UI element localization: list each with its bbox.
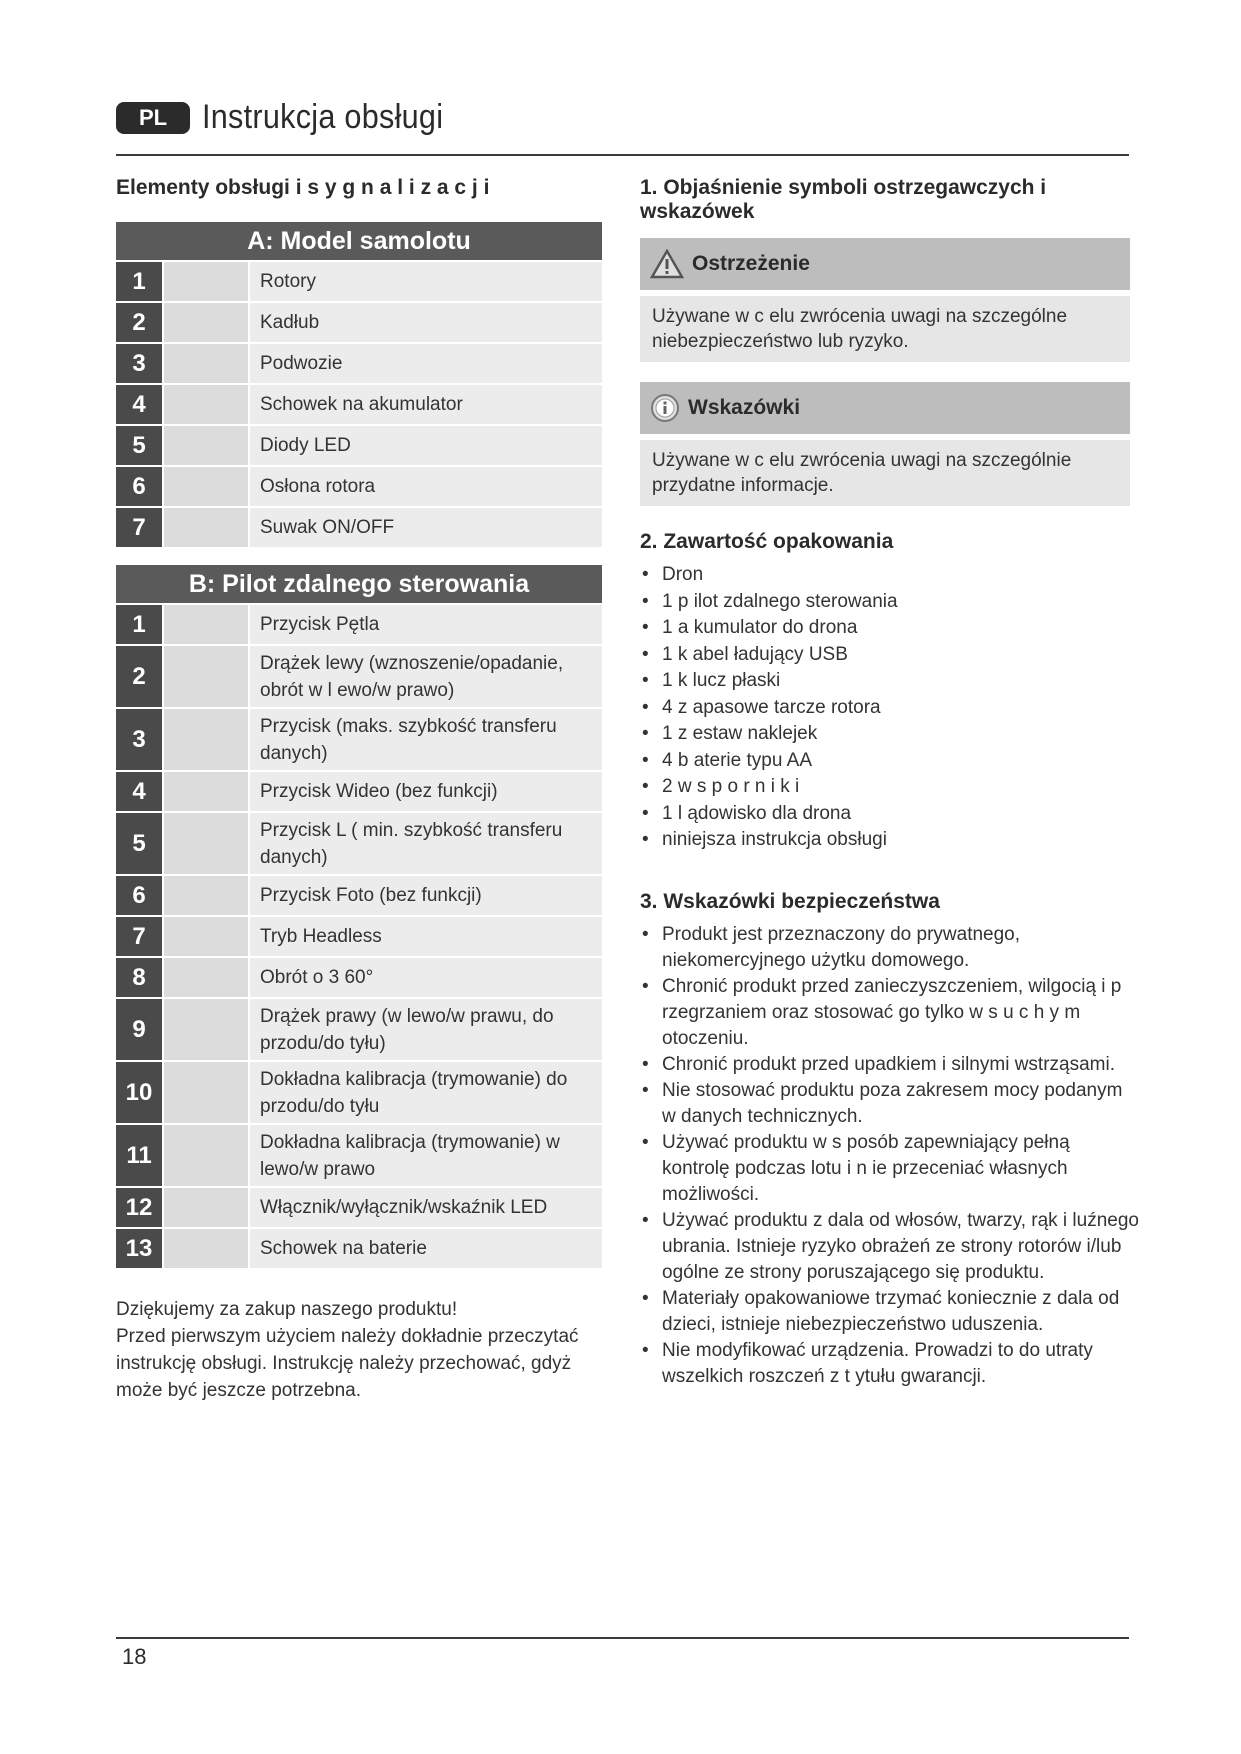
row-number: 13 [116, 1229, 162, 1268]
row-label: Dokładna kalibracja (trymowanie) do przodu/do tyłu [250, 1062, 602, 1123]
row-number: 6 [116, 467, 162, 506]
table-row [116, 1125, 602, 1186]
list-item: • 1 k abel ładujący USB [640, 642, 1140, 669]
table-row [116, 646, 602, 707]
list-item: • 1 l ądowisko dla drona [640, 801, 1140, 828]
document-title: Instrukcja obsługi [202, 98, 444, 136]
table-row [116, 262, 602, 301]
page-header [116, 98, 470, 137]
row-number: 1 [116, 605, 162, 644]
row-label: Osłona rotora [250, 467, 602, 506]
bottom-divider [116, 1637, 1129, 1639]
list-item: • 4 z apasowe tarcze rotora [640, 695, 1140, 722]
row-label: Przycisk (maks. szybkość transferu danych) [250, 709, 602, 770]
list-item: • Materiały opakowaniowe trzymać koniecznie z dala od dzieci, istnieje niebezpieczeństwo uduszenia. [640, 1286, 1140, 1338]
row-number: 7 [116, 508, 162, 547]
read-instructions-text: Przed pierwszym użyciem należy dokładnie przeczytać instrukcję obsługi. Instrukcję należy przechować, gdyż może być jeszcze potrzebna. [116, 1326, 579, 1401]
row-number: 8 [116, 958, 162, 997]
row-label: Schowek na baterie [250, 1229, 602, 1268]
thank-you-line: Dziękujemy za zakup naszego produktu! [116, 1299, 458, 1320]
part-image-cell [164, 303, 248, 342]
safety-list [640, 922, 1140, 1390]
list-item: • 1 z estaw naklejek [640, 721, 1140, 748]
info-icon [650, 393, 680, 423]
table-row [116, 508, 602, 547]
list-item: • Dron [640, 562, 1140, 589]
list-item: • 4 b aterie typu AA [640, 748, 1140, 775]
part-image-cell [164, 426, 248, 465]
right-column [640, 176, 1140, 1390]
row-number: 2 [116, 303, 162, 342]
warning-text: Używane w c elu zwrócenia uwagi na szczególne niebezpieczeństwo lub ryzyko. [640, 296, 1130, 362]
part-image-cell [164, 646, 248, 707]
row-label: Dokładna kalibracja (trymowanie) w lewo/w prawo [250, 1125, 602, 1186]
table-aircraft-model [114, 220, 604, 549]
hint-header [640, 382, 1130, 434]
list-item: • Chronić produkt przed zanieczyszczeniem, wilgocią i p rzegrzaniem oraz stosować go tylko w s u c h y m otoczeniu. [640, 974, 1140, 1052]
list-item: • Nie stosować produktu poza zakresem mocy podanym w danych technicznych. [640, 1078, 1140, 1130]
language-badge: PL [116, 102, 190, 134]
table-row [116, 999, 602, 1060]
row-label: Włącznik/wyłącznik/wskaźnik LED [250, 1188, 602, 1227]
part-image-cell [164, 958, 248, 997]
part-image-cell [164, 813, 248, 874]
symbols-heading: 1. Objaśnienie symboli ostrzegawczych i wskazówek [640, 176, 1047, 223]
row-number: 5 [116, 813, 162, 874]
top-divider [116, 154, 1129, 156]
safety-heading: 3. Wskazówki bezpieczeństwa [640, 889, 940, 913]
row-label: Przycisk L ( min. szybkość transferu danych) [250, 813, 602, 874]
table-row [116, 605, 602, 644]
package-contents-heading: 2. Zawartość opakowania [640, 530, 894, 553]
row-label: Suwak ON/OFF [250, 508, 602, 547]
table-remote-control [114, 563, 604, 1270]
table-row [116, 958, 602, 997]
part-image-cell [164, 1125, 248, 1186]
table-a-title: A: Model samolotu [116, 222, 602, 260]
table-row [116, 876, 602, 915]
list-item: • Nie modyfikować urządzenia. Prowadzi to do utraty wszelkich roszczeń z t ytułu gwarancji. [640, 1338, 1140, 1390]
package-contents-list [640, 562, 1140, 854]
part-image-cell [164, 344, 248, 383]
warning-header [640, 238, 1130, 290]
table-row [116, 467, 602, 506]
row-number: 3 [116, 709, 162, 770]
table-row [116, 772, 602, 811]
row-number: 5 [116, 426, 162, 465]
table-row [116, 1188, 602, 1227]
table-row [116, 303, 602, 342]
row-label: Podwozie [250, 344, 602, 383]
part-image-cell [164, 709, 248, 770]
row-label: Obrót o 3 60° [250, 958, 602, 997]
warning-title: Ostrzeżenie [692, 252, 810, 275]
row-number: 7 [116, 917, 162, 956]
table-row [116, 1229, 602, 1268]
part-image-cell [164, 467, 248, 506]
table-row [116, 1062, 602, 1123]
row-label: Przycisk Foto (bez funkcji) [250, 876, 602, 915]
list-item: • 1 p ilot zdalnego sterowania [640, 589, 1140, 616]
hint-text: Używane w c elu zwrócenia uwagi na szczególnie przydatne informacje. [640, 440, 1130, 506]
row-number: 6 [116, 876, 162, 915]
row-label: Tryb Headless [250, 917, 602, 956]
row-label: Rotory [250, 262, 602, 301]
row-number: 1 [116, 262, 162, 301]
part-image-cell [164, 262, 248, 301]
part-image-cell [164, 1062, 248, 1123]
row-label: Schowek na akumulator [250, 385, 602, 424]
part-image-cell [164, 508, 248, 547]
list-item: • 2 w s p o r n i k i [640, 774, 1140, 801]
part-image-cell [164, 876, 248, 915]
list-item: • Używać produktu w s posób zapewniający pełną kontrolę podczas lotu i n ie przeceniać własnych możliwości. [640, 1130, 1140, 1208]
row-number: 4 [116, 385, 162, 424]
list-item: • niniejsza instrukcja obsługi [640, 827, 1140, 854]
controls-heading: Elementy obsługi i s y g n a l i z a c j i [116, 176, 490, 199]
list-item: • Chronić produkt przed upadkiem i silnymi wstrząsami. [640, 1052, 1140, 1078]
warning-icon [650, 249, 684, 279]
table-row [116, 709, 602, 770]
row-number: 9 [116, 999, 162, 1060]
row-number: 3 [116, 344, 162, 383]
left-column [116, 176, 606, 1404]
part-image-cell [164, 772, 248, 811]
table-row [116, 385, 602, 424]
list-item: • 1 a kumulator do drona [640, 615, 1140, 642]
row-number: 4 [116, 772, 162, 811]
part-image-cell [164, 917, 248, 956]
part-image-cell [164, 605, 248, 644]
row-label: Przycisk Wideo (bez funkcji) [250, 772, 602, 811]
part-image-cell [164, 999, 248, 1060]
row-label: Diody LED [250, 426, 602, 465]
row-label: Drążek prawy (w lewo/w prawu, do przodu/do tyłu) [250, 999, 602, 1060]
list-item: • 1 k lucz płaski [640, 668, 1140, 695]
table-row [116, 344, 602, 383]
table-row [116, 917, 602, 956]
hint-title: Wskazówki [688, 396, 801, 419]
row-label: Drążek lewy (wznoszenie/opadanie, obrót w l ewo/w prawo) [250, 646, 602, 707]
list-item: • Używać produktu z dala od włosów, twarzy, rąk i luźnego ubrania. Istnieje ryzyko obrażeń ze strony rotorów i/lub ogólne ze strony poruszającego się produktu. [640, 1208, 1140, 1286]
list-item: • Produkt jest przeznaczony do prywatnego, niekomercyjnego użytku domowego. [640, 922, 1140, 974]
row-label: Przycisk Pętla [250, 605, 602, 644]
row-number: 12 [116, 1188, 162, 1227]
row-number: 10 [116, 1062, 162, 1123]
thank-you-note [116, 1296, 606, 1404]
row-number: 11 [116, 1125, 162, 1186]
table-row [116, 426, 602, 465]
part-image-cell [164, 1188, 248, 1227]
table-row [116, 813, 602, 874]
part-image-cell [164, 385, 248, 424]
page-number: 18 [122, 1644, 147, 1669]
row-number: 2 [116, 646, 162, 707]
row-label: Kadłub [250, 303, 602, 342]
table-b-title: B: Pilot zdalnego sterowania [116, 565, 602, 603]
part-image-cell [164, 1229, 248, 1268]
